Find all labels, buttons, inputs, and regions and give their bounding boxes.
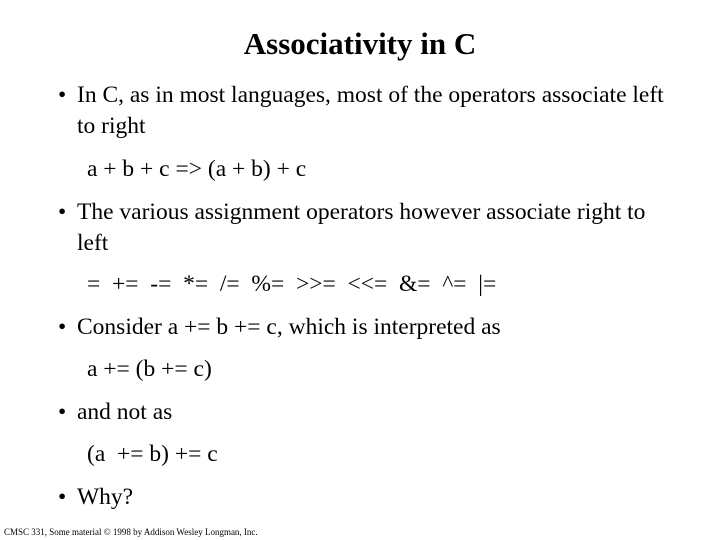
- bullet-symbol: •: [58, 484, 67, 510]
- bullet-symbol: •: [58, 314, 67, 340]
- code-example: (a += b) += c: [87, 441, 218, 467]
- bullet-item: [58, 80, 678, 142]
- code-example: a + b + c => (a + b) + c: [87, 156, 307, 182]
- bullet-symbol: •: [58, 82, 67, 108]
- bullet-text: and not as: [77, 399, 173, 425]
- bullet-symbol: •: [58, 199, 67, 225]
- bullet-item: [58, 482, 678, 513]
- bullet-text: Why?: [77, 484, 134, 510]
- bullet-text: Consider a += b += c, which is interpreted as: [77, 314, 501, 340]
- copyright-footer: CMSC 331, Some material © 1998 by Addison Wesley Longman, Inc.: [4, 527, 258, 537]
- bullet-text: The various assignment operators however associate right to left: [77, 199, 646, 256]
- slide-title: Associativity in C: [243, 26, 477, 61]
- bullet-item: [58, 397, 678, 428]
- bullet-item: [58, 312, 678, 343]
- code-example: a += (b += c): [87, 356, 212, 382]
- bullet-symbol: •: [58, 399, 67, 425]
- bullet-item: [58, 197, 678, 259]
- bullet-text: In C, as in most languages, most of the operators associate left to right: [77, 82, 664, 139]
- code-example: = += -= *= /= %= >>= <<= &= ^= |=: [87, 271, 497, 297]
